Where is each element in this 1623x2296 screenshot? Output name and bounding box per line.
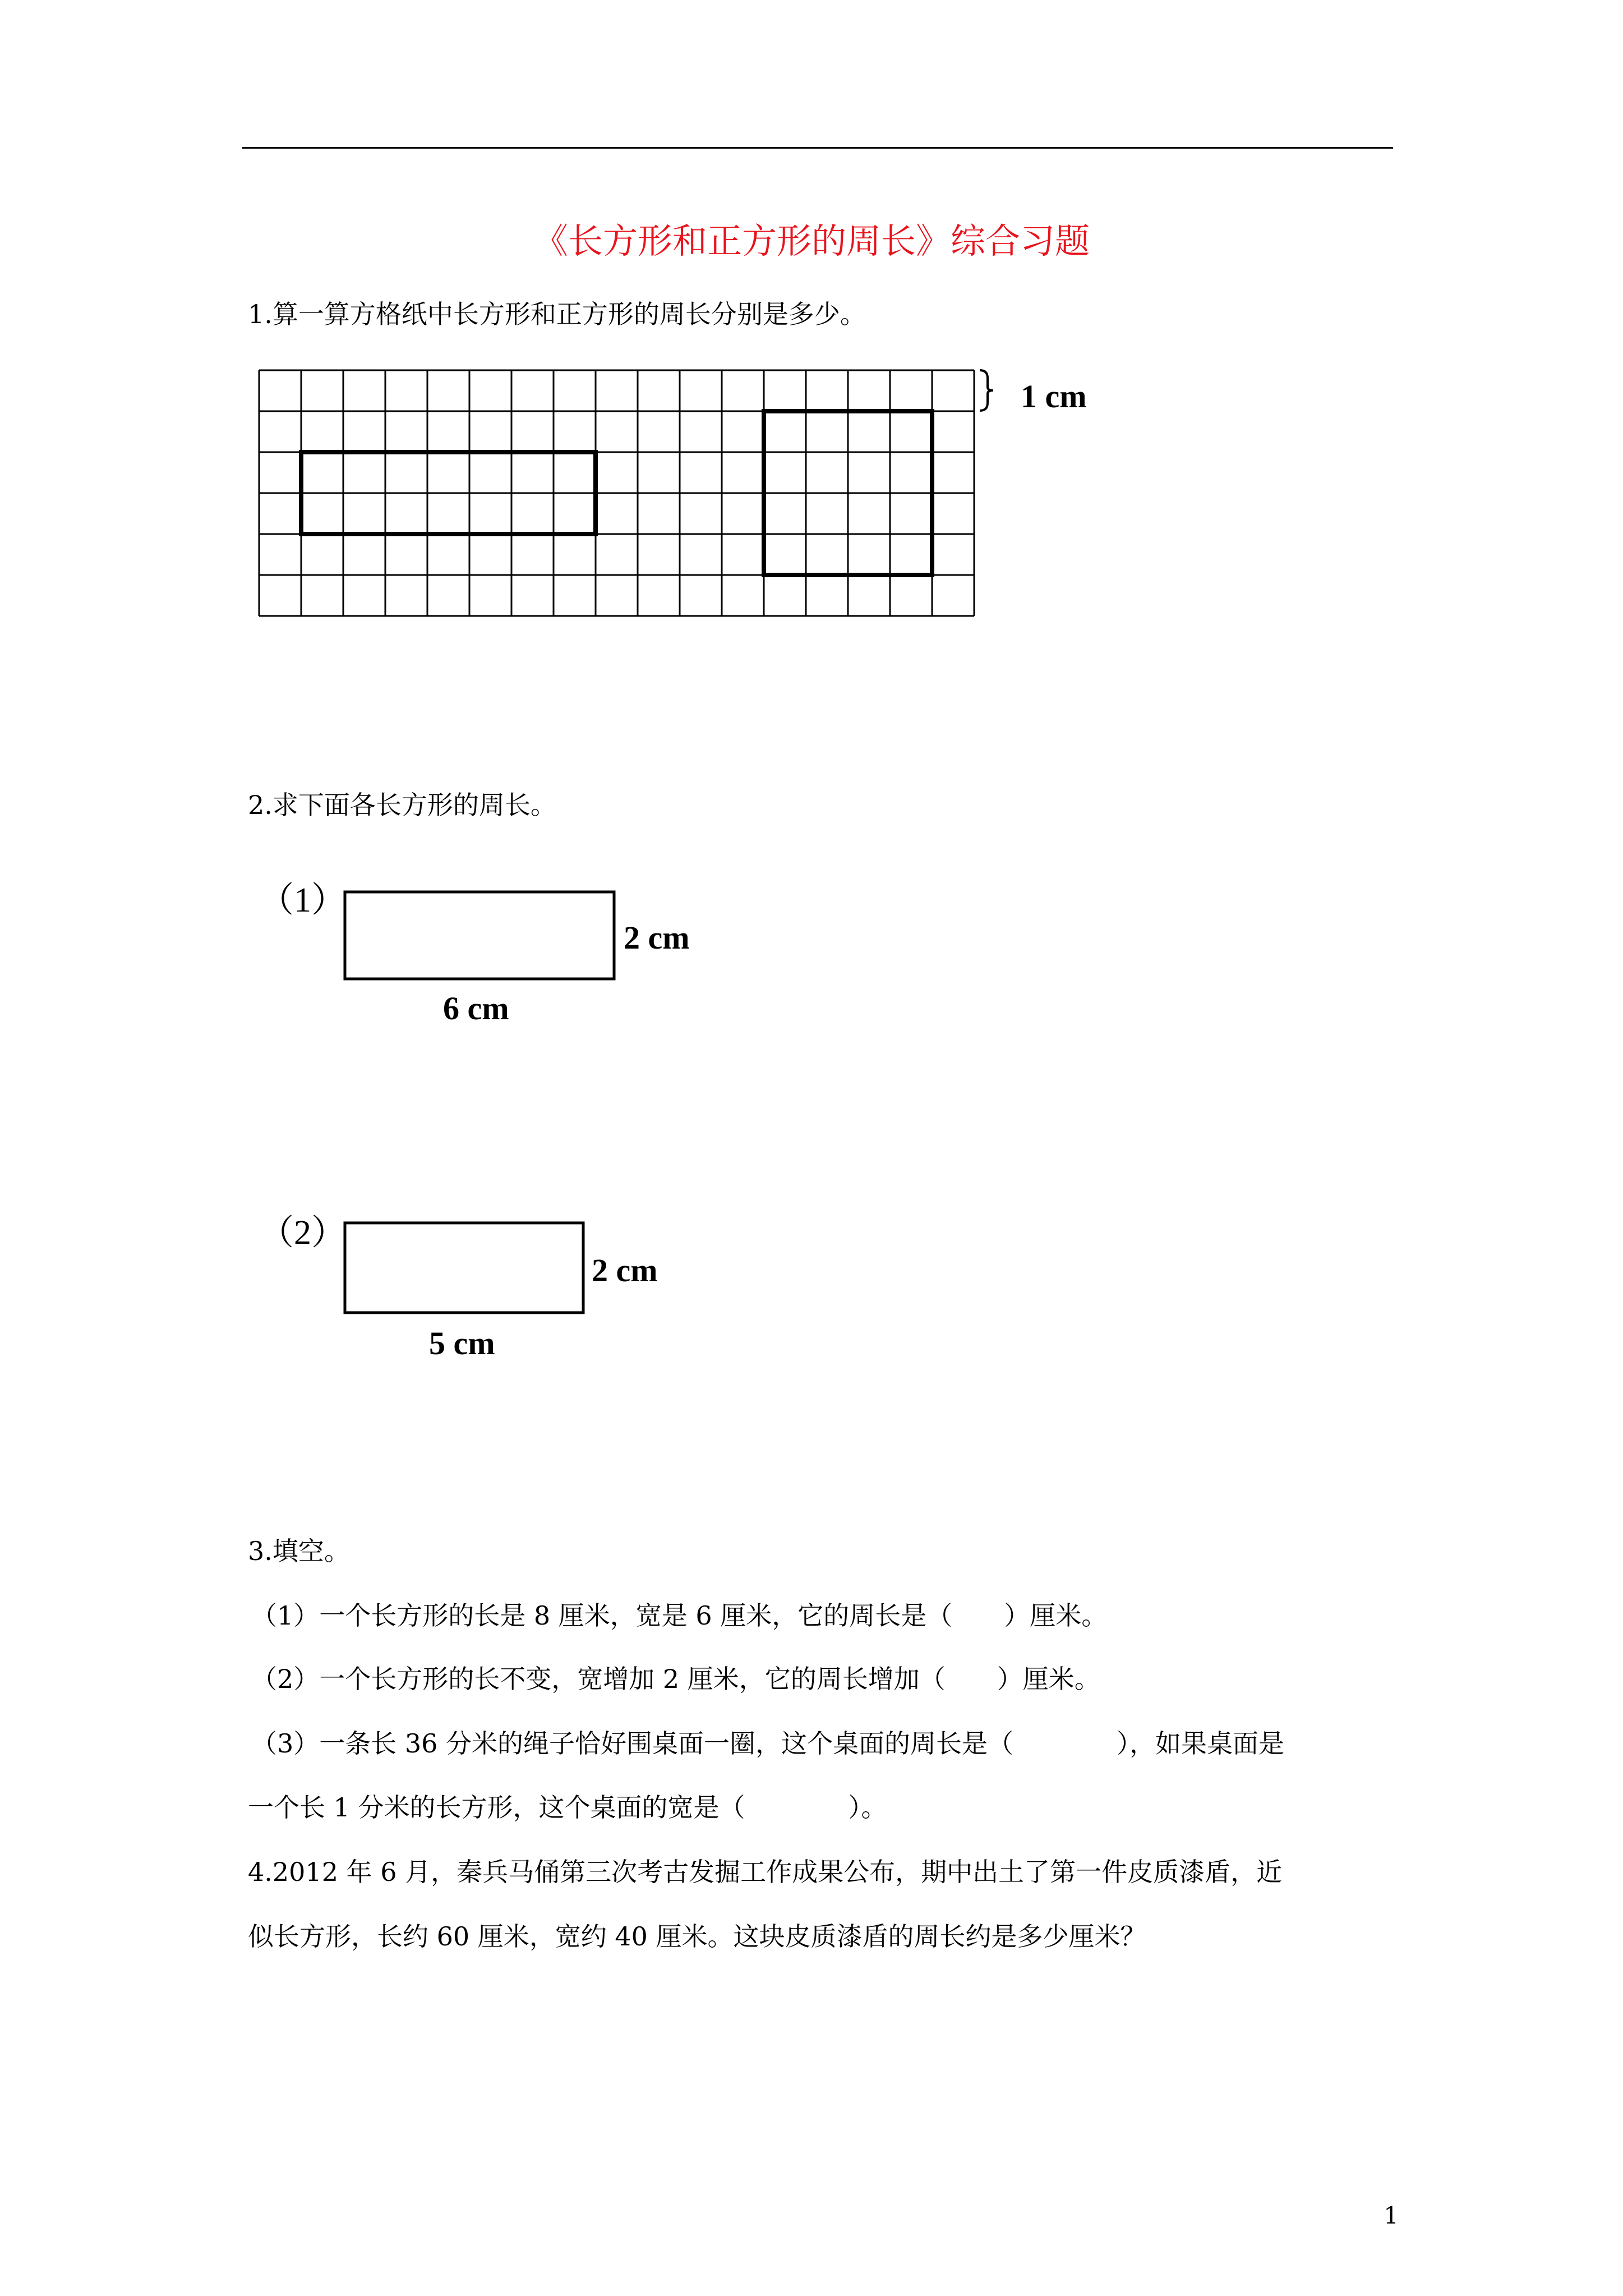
question-2-text: 2.求下面各长方形的周长。	[248, 790, 556, 820]
question-4-line-2: 似长方形，长约 60 厘米，宽约 40 厘米。这块皮质漆盾的周长约是多少厘米？	[248, 1921, 1146, 1952]
figure-1-length-label: 6 cm	[443, 990, 509, 1027]
figure-1-label: （1）	[259, 881, 347, 919]
figure-2-width-label: 2 cm	[592, 1252, 658, 1289]
page-title: 《长方形和正方形的周长》综合习题	[533, 220, 1090, 261]
figure-1-width-label: 2 cm	[624, 919, 690, 956]
question-3-item-2: （2）一个长方形的长不变，宽增加 2 厘米，它的周长增加（ ）厘米。	[251, 1664, 1100, 1694]
question-3-item-3: （3）一条长 36 分米的绳子恰好围桌面一圈，这个桌面的周长是（ ），如果桌面是	[251, 1728, 1285, 1759]
grid-unit-label: 1 cm	[1021, 378, 1087, 415]
question-1-text: 1.算一算方格纸中长方形和正方形的周长分别是多少。	[248, 299, 866, 329]
figure-2-label: （2）	[259, 1214, 347, 1252]
question-4-line-1: 4.2012 年 6 月，秦兵马俑第三次考古发掘工作成果公布，期中出土了第一件皮质漆盾，近	[248, 1857, 1283, 1887]
figure-2-length-label: 5 cm	[429, 1325, 495, 1361]
question-3-item-3-continued: 一个长 1 分米的长方形，这个桌面的宽是（ ）。	[248, 1792, 887, 1823]
page-number: 1	[1384, 2202, 1399, 2229]
question-3-item-1: （1）一个长方形的长是 8 厘米，宽是 6 厘米，它的周长是（ ）厘米。	[251, 1600, 1108, 1631]
question-3-text: 3.填空。	[248, 1536, 350, 1566]
